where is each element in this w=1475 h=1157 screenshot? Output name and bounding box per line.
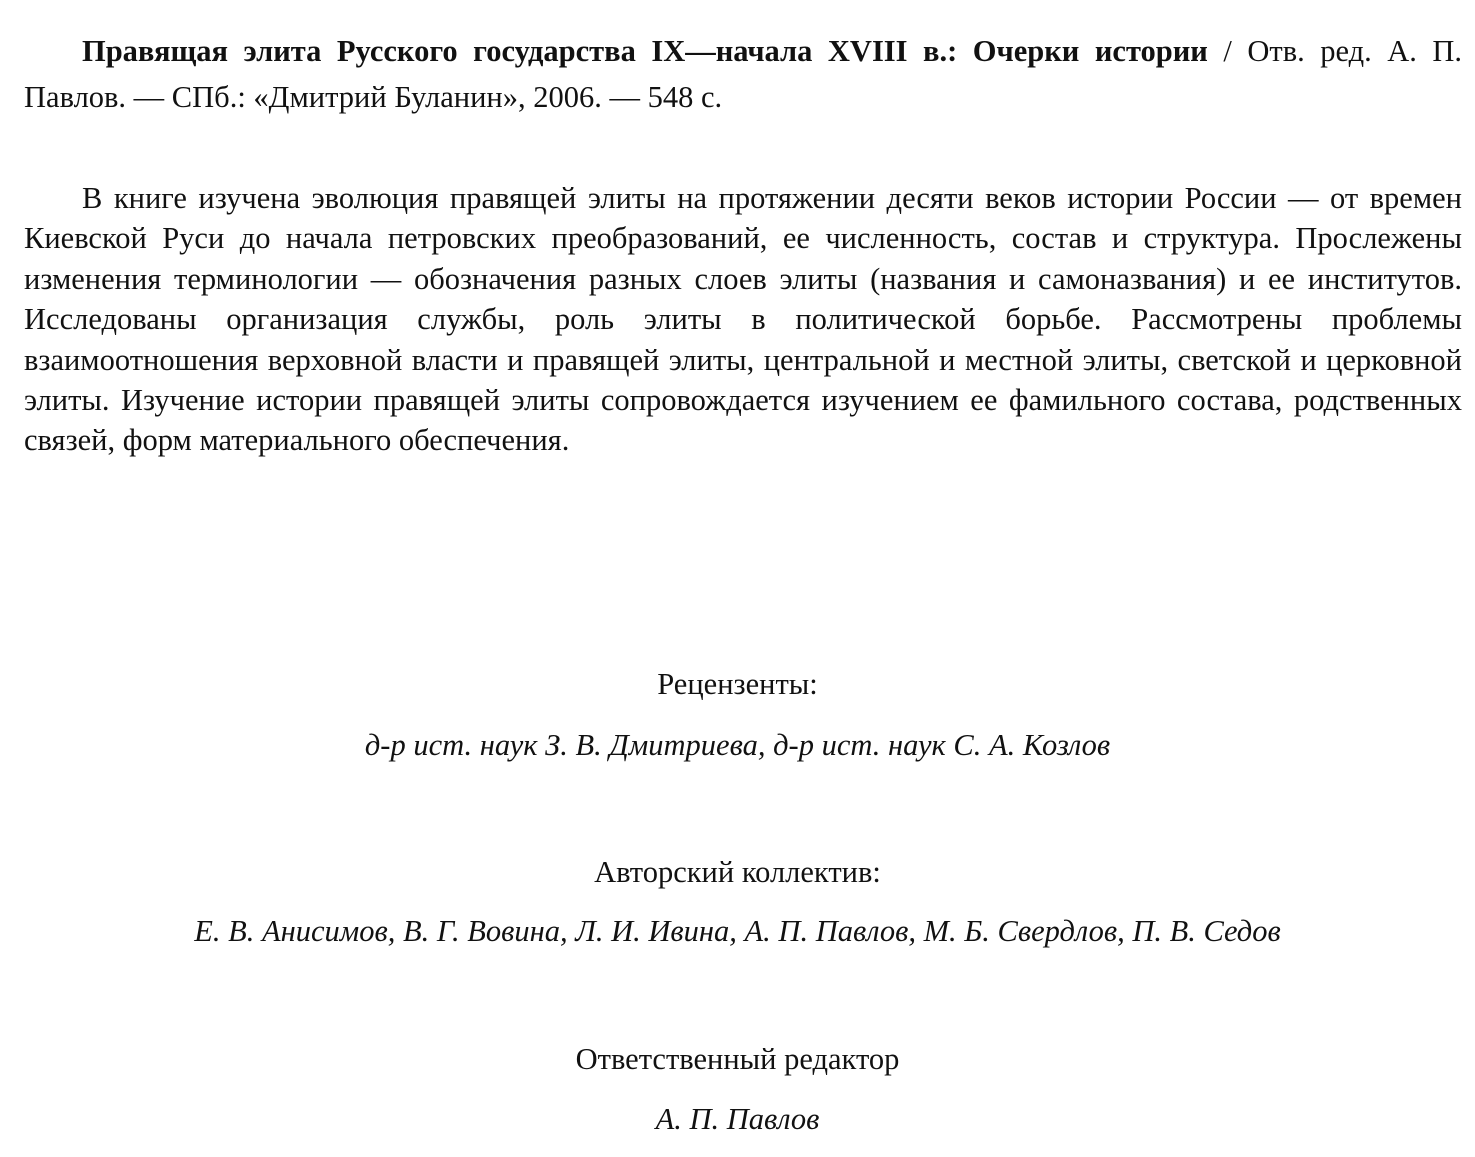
- bibliographic-citation: [24, 28, 1462, 120]
- reviewers-names: д-р ист. наук З. В. Дмитриева, д-р ист. наук С. А. Козлов: [364, 728, 1111, 762]
- editor-heading: Ответственный редактор: [575, 1042, 900, 1076]
- editor-name: А. П. Павлов: [655, 1102, 820, 1136]
- authors-heading: Авторский коллектив:: [594, 855, 881, 889]
- book-abstract: В книге изучена эволюция правящей элиты на протяжении десяти веков истории России — от времен Киевской Руси до начала петровских преобразований, ее численность, состав и структура. Прослежены изменения терминологии — обозначения разных слоев элиты (названия и самоназвания) и ее институтов. Исследованы организация службы, роль элиты в политической борьбе. Рассмотрены проблемы взаимоотношения верховной власти и правящей элиты, центральной и местной элиты, светской и церковной элиты. Изучение истории правящей элиты сопровождается изучением ее фамильного состава, родственных связей, форм материального обеспечения.: [24, 181, 1462, 458]
- authors-names: Е. В. Анисимов, В. Г. Вовина, Л. И. Ивина, А. П. Павлов, М. Б. Свердлов, П. В. Седов: [194, 914, 1281, 948]
- document-page: [24, 28, 1462, 461]
- book-title: Правящая элита Русского государства IX—начала XVIII в.: Очерки истории: [82, 34, 1208, 68]
- reviewers-heading: Рецензенты:: [657, 667, 818, 701]
- citation-details: / Отв. ред. А. П. Павлов. — СПб.: «Дмитрий Буланин», 2006. — 548 с.: [24, 34, 1462, 114]
